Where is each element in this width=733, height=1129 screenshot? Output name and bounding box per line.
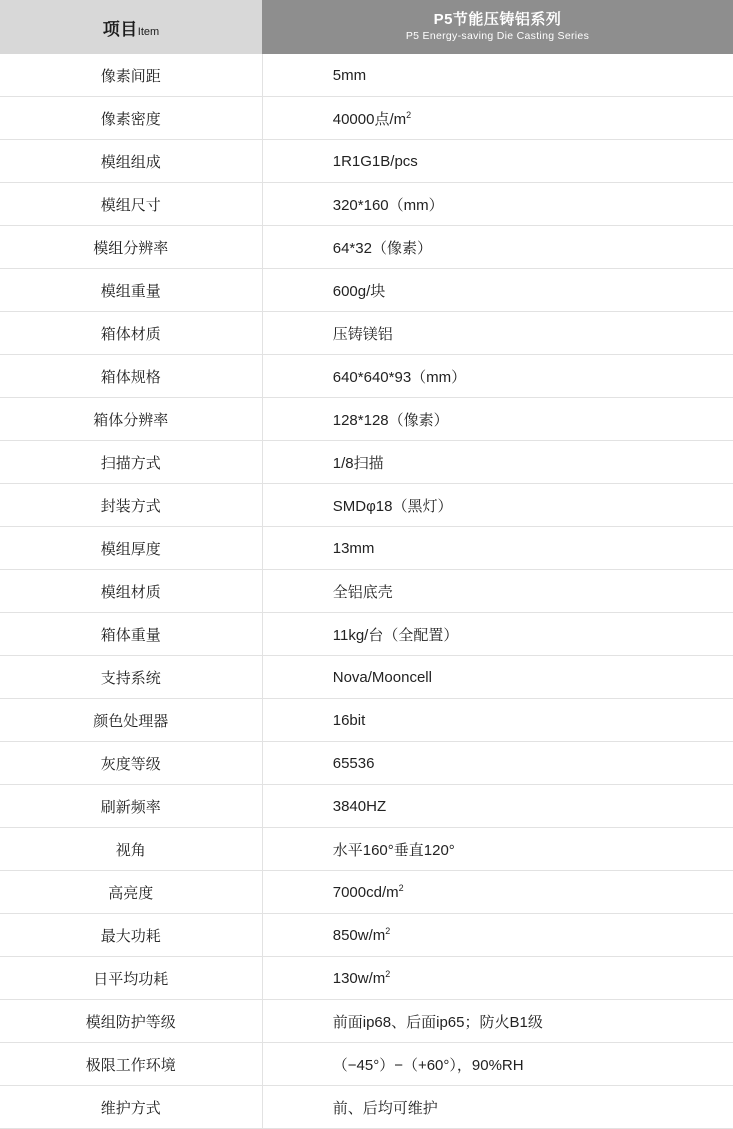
- cell-value-text: 全铝底壳: [332, 583, 393, 601]
- cell-value-text: 压铸镁铝: [332, 325, 393, 343]
- cell-value-text: 13mm: [332, 539, 375, 557]
- header-series-label-cn: P5节能压铸铝系列: [433, 11, 562, 28]
- cell-item: 模组重量: [0, 269, 262, 312]
- cell-value-text: 600g/块: [332, 282, 386, 300]
- table-row: [0, 699, 733, 742]
- cell-item: 模组防护等级: [0, 1000, 262, 1043]
- table-row: [0, 269, 733, 312]
- header-cell-series: [262, 0, 733, 54]
- table-row: [0, 527, 733, 570]
- cell-value: [262, 269, 733, 312]
- table-row: [0, 441, 733, 484]
- table-row: [0, 140, 733, 183]
- table-row: [0, 1043, 733, 1086]
- table-row: [0, 355, 733, 398]
- cell-value: [262, 656, 733, 699]
- cell-value: [262, 613, 733, 656]
- cell-item: 模组尺寸: [0, 183, 262, 226]
- cell-value-text: $7000cd/m^2$: [332, 882, 404, 901]
- table-row: [0, 914, 733, 957]
- cell-value: [262, 527, 733, 570]
- cell-value-text: 前面ip68、后面ip65；防火B1级: [332, 1013, 543, 1031]
- cell-item: 日平均功耗: [0, 957, 262, 1000]
- table-row: [0, 398, 733, 441]
- cell-value: [262, 484, 733, 527]
- cell-item: 刷新频率: [0, 785, 262, 828]
- cell-item: 像素密度: [0, 97, 262, 140]
- cell-value: [262, 1086, 733, 1129]
- cell-value-text: SMDφ18（黑灯）: [332, 497, 453, 515]
- cell-item: 箱体材质: [0, 312, 262, 355]
- cell-value-text: 40000点$/m^2$: [332, 109, 412, 128]
- table-row: [0, 312, 733, 355]
- cell-value: [262, 441, 733, 484]
- table-row: [0, 828, 733, 871]
- header-cell-item: [0, 0, 262, 54]
- cell-item: 颜色处理器: [0, 699, 262, 742]
- cell-value-text: 16bit: [332, 711, 366, 729]
- cell-value-text: （−45°）−（+60°），90%RH: [332, 1056, 524, 1074]
- cell-value-text: 640*640*93（mm）: [332, 368, 467, 386]
- cell-value-text: 水平160°垂直120°: [332, 841, 455, 859]
- table-row: [0, 54, 733, 97]
- table-row: [0, 957, 733, 1000]
- cell-value-text: 320*160（mm）: [332, 196, 444, 214]
- table-row: [0, 484, 733, 527]
- cell-item: 扫描方式: [0, 441, 262, 484]
- table-row: [0, 183, 733, 226]
- cell-value: [262, 785, 733, 828]
- table-row: [0, 613, 733, 656]
- cell-item: 支持系统: [0, 656, 262, 699]
- cell-value: [262, 183, 733, 226]
- cell-value-text: 1/8扫描: [332, 454, 384, 472]
- table-row: [0, 97, 733, 140]
- cell-value: [262, 570, 733, 613]
- cell-value: [262, 355, 733, 398]
- cell-value: [262, 226, 733, 269]
- table-row: [0, 570, 733, 613]
- table-row: [0, 656, 733, 699]
- cell-value: [262, 957, 733, 1000]
- cell-value: [262, 742, 733, 785]
- cell-item: 高亮度: [0, 871, 262, 914]
- header-series-label-en: P5 Energy-saving Die Casting Series: [405, 30, 590, 42]
- cell-item: 箱体规格: [0, 355, 262, 398]
- cell-item: 极限工作环境: [0, 1043, 262, 1086]
- cell-value-text: 5mm: [332, 66, 367, 84]
- cell-item: 模组组成: [0, 140, 262, 183]
- cell-value: [262, 140, 733, 183]
- cell-item: 箱体分辨率: [0, 398, 262, 441]
- table-row: [0, 742, 733, 785]
- cell-value-text: 128*128（像素）: [332, 411, 449, 429]
- cell-value-text: Nova/Mooncell: [332, 668, 432, 686]
- table-row: [0, 1086, 733, 1129]
- header-item-label-cn: 项目: [102, 19, 138, 39]
- table-row: [0, 871, 733, 914]
- table-body: [0, 54, 733, 1129]
- cell-item: 最大功耗: [0, 914, 262, 957]
- cell-item: 维护方式: [0, 1086, 262, 1129]
- cell-value-text: $850w/m^2$: [332, 925, 391, 944]
- cell-value-text: 前、后均可维护: [332, 1099, 438, 1117]
- cell-item: 箱体重量: [0, 613, 262, 656]
- cell-value-text: 1R1G1B/pcs: [332, 152, 418, 170]
- cell-value: [262, 54, 733, 97]
- cell-item: 模组材质: [0, 570, 262, 613]
- cell-value: [262, 871, 733, 914]
- cell-item: 像素间距: [0, 54, 262, 97]
- cell-item: 封装方式: [0, 484, 262, 527]
- cell-item: 灰度等级: [0, 742, 262, 785]
- table-header-row: [0, 0, 733, 54]
- cell-value: [262, 1043, 733, 1086]
- cell-value: [262, 914, 733, 957]
- cell-value-text: 65536: [332, 754, 375, 772]
- cell-item: 视角: [0, 828, 262, 871]
- cell-value: [262, 828, 733, 871]
- header-item-label-en: Item: [137, 25, 160, 38]
- table-row: [0, 1000, 733, 1043]
- cell-value: [262, 97, 733, 140]
- table-row: [0, 226, 733, 269]
- cell-value: [262, 699, 733, 742]
- cell-value-text: 64*32（像素）: [332, 239, 432, 257]
- cell-value: [262, 1000, 733, 1043]
- cell-value-text: 11kg/台（全配置）: [332, 626, 459, 644]
- cell-item: 模组厚度: [0, 527, 262, 570]
- cell-item: 模组分辨率: [0, 226, 262, 269]
- cell-value: [262, 312, 733, 355]
- cell-value-text: 3840HZ: [332, 797, 387, 815]
- cell-value-text: $130w/m^2$: [332, 968, 391, 987]
- cell-value: [262, 398, 733, 441]
- table-row: [0, 785, 733, 828]
